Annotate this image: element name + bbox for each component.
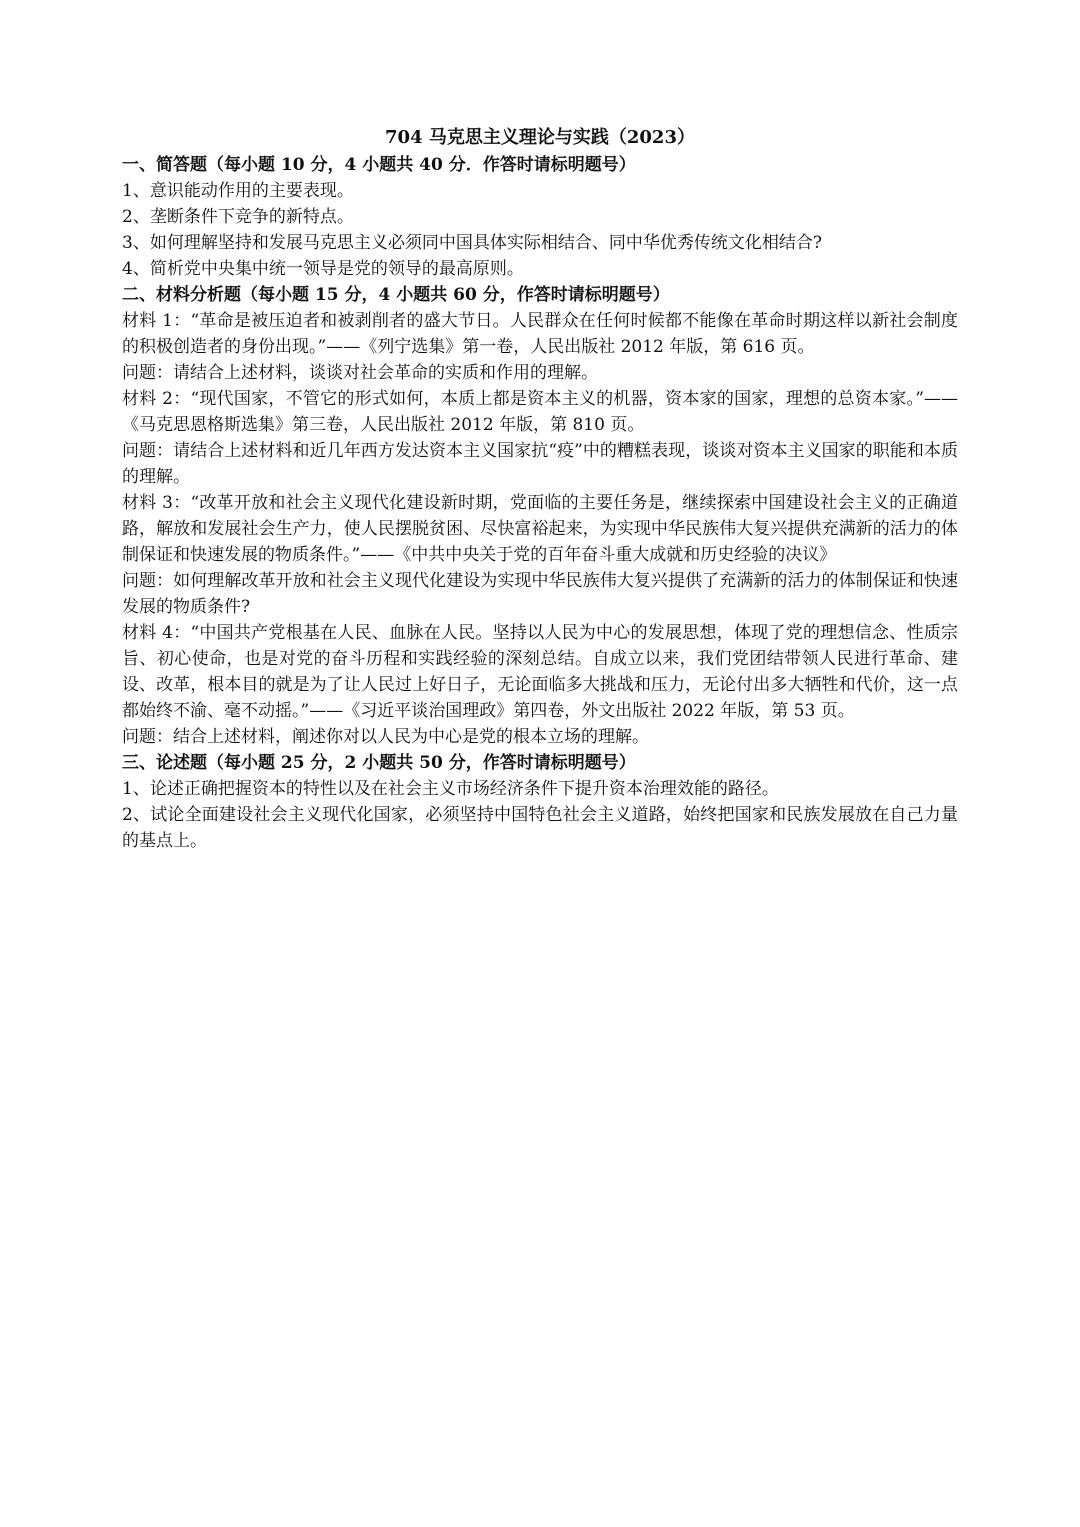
question-item: 问题：请结合上述材料，谈谈对社会革命的实质和作用的理解。 xyxy=(122,363,598,383)
material-item: 材料 4：“中国共产党根基在人民、血脉在人民。坚持以人民为中心的发展思想，体现了党的理想信念、性质宗旨、初心使命，也是对党的奋斗历程和实践经验的深刻总结。自成立以来，我们党团结带领人民进行革命、建设、改革，根本目的就是为了让人民过上好日子，无论面临多大挑战和压力，无论付出多大牺牲和代价，这一点都始终不渝、毫不动摇。”——《习近平谈治国理政》第四卷，外文出版社 2022 年版，第 53 页。 xyxy=(122,623,958,721)
material-item: 材料 1：“革命是被压迫者和被剥削者的盛大节日。人民群众在任何时候都不能像在革命时期这样以新社会制度的积极创造者的身份出现。”——《列宁选集》第一卷，人民出版社 2012 年版，第 616 页。 xyxy=(122,311,958,357)
material-item: 材料 3：“改革开放和社会主义现代化建设新时期，党面临的主要任务是，继续探索中国建设社会主义的正确道路，解放和发展社会生产力，使人民摆脱贫困、尽快富裕起来，为实现中华民族伟大复兴提供充满新的活力的体制保证和快速发展的物质条件。”——《中共中央关于党的百年奋斗重大成就和历史经验的决议》 xyxy=(122,493,958,565)
section-heading: 二、材料分析题（每小题 15 分，4 小题共 60 分，作答时请标明题号） xyxy=(122,285,670,305)
exam-page xyxy=(122,124,958,854)
section-short-answer xyxy=(122,152,958,282)
section-heading: 一、简答题（每小题 10 分，4 小题共 40 分．作答时请标明题号） xyxy=(122,155,636,175)
question-item: 2、垄断条件下竞争的新特点。 xyxy=(122,207,354,227)
question-item: 问题：结合上述材料，阐述你对以人民为中心是党的根本立场的理解。 xyxy=(122,727,649,747)
section-essay xyxy=(122,750,958,854)
material-item: 材料 2：“现代国家，不管它的形式如何，本质上都是资本主义的机器，资本家的国家，理想的总资本家。”——《马克思恩格斯选集》第三卷，人民出版社 2012 年版，第 810 页。 xyxy=(122,389,958,435)
question-item: 1、意识能动作用的主要表现。 xyxy=(122,181,354,201)
section-material-analysis xyxy=(122,282,958,750)
document-title: 704 马克思主义理论与实践（2023） xyxy=(385,127,695,148)
question-item: 1、论述正确把握资本的特性以及在社会主义市场经济条件下提升资本治理效能的路径。 xyxy=(122,779,779,799)
section-heading: 三、论述题（每小题 25 分，2 小题共 50 分，作答时请标明题号） xyxy=(122,753,636,773)
question-item: 问题：如何理解改革开放和社会主义现代化建设为实现中华民族伟大复兴提供了充满新的活力的体制保证和快速发展的物质条件? xyxy=(122,571,958,617)
question-item: 3、如何理解坚持和发展马克思主义必须同中国具体实际相结合、同中华优秀传统文化相结合? xyxy=(122,233,822,253)
question-item: 问题：请结合上述材料和近几年西方发达资本主义国家抗“疫”中的糟糕表现，谈谈对资本主义国家的职能和本质的理解。 xyxy=(122,441,958,487)
question-item: 4、简析党中央集中统一领导是党的领导的最高原则。 xyxy=(122,259,524,279)
question-item: 2、试论全面建设社会主义现代化国家，必须坚持中国特色社会主义道路，始终把国家和民族发展放在自己力量的基点上。 xyxy=(122,805,958,851)
